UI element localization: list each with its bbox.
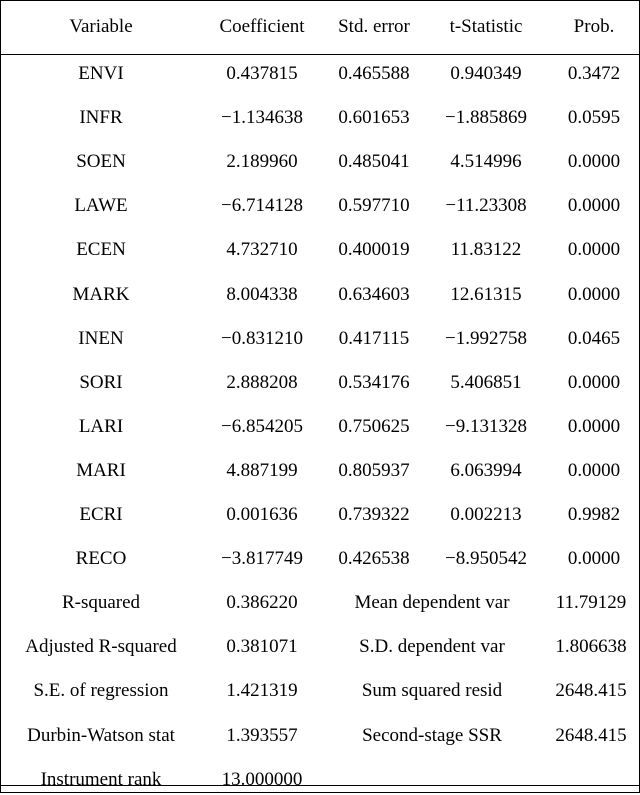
cell-coefficient: 4.732710	[226, 239, 298, 260]
table-row	[1, 544, 640, 574]
cell-t-statistic: 6.063994	[450, 460, 522, 481]
cell-variable: LARI	[78, 416, 124, 437]
cell-t-statistic: 0.940349	[450, 63, 522, 84]
cell-coefficient: 4.887199	[226, 460, 298, 481]
cell-variable: INEN	[78, 328, 124, 349]
cell-coefficient: 0.001636	[226, 504, 298, 525]
table-row	[1, 412, 640, 442]
header-std-error: Std. error	[338, 16, 410, 37]
header-t-statistic: t-Statistic	[449, 16, 523, 37]
cell-t-statistic: −8.950542	[445, 548, 527, 569]
summary-row	[1, 765, 640, 795]
stat-value: 2648.415	[555, 725, 627, 746]
cell-t-statistic: 0.002213	[450, 504, 522, 525]
summary-row	[1, 721, 640, 751]
stat-label: Instrument rank	[40, 769, 162, 790]
stat-label	[323, 765, 541, 795]
stat-label: Sum squared resid	[361, 680, 503, 701]
cell-prob: 0.0000	[567, 151, 621, 172]
cell-t-statistic: −9.131328	[445, 416, 527, 437]
table-row	[1, 368, 640, 398]
cell-std-error: 0.485041	[338, 151, 410, 172]
stat-label: S.E. of regression	[33, 680, 169, 701]
cell-variable: ECRI	[79, 504, 123, 525]
cell-coefficient: −6.714128	[221, 195, 303, 216]
stat-value: 13.000000	[221, 769, 303, 790]
cell-coefficient: −3.817749	[221, 548, 303, 569]
cell-t-statistic: 12.61315	[450, 284, 522, 305]
cell-coefficient: 2.189960	[226, 151, 298, 172]
cell-t-statistic: 11.83122	[450, 239, 522, 260]
cell-coefficient: −0.831210	[221, 328, 303, 349]
stat-label: R-squared	[61, 592, 141, 613]
cell-std-error: 0.634603	[338, 284, 410, 305]
table-header	[1, 12, 640, 42]
table-row	[1, 280, 640, 310]
table-row	[1, 103, 640, 133]
stat-value: 1.421319	[226, 680, 298, 701]
cell-std-error: 0.534176	[338, 372, 410, 393]
cell-coefficient: −1.134638	[221, 107, 303, 128]
cell-t-statistic: −11.23308	[445, 195, 527, 216]
table-row	[1, 456, 640, 486]
cell-std-error: 0.426538	[338, 548, 410, 569]
cell-t-statistic: 4.514996	[450, 151, 522, 172]
cell-std-error: 0.417115	[338, 328, 410, 349]
cell-prob: 0.0000	[567, 284, 621, 305]
cell-variable: ECEN	[76, 239, 126, 260]
table-row	[1, 147, 640, 177]
stat-value: 11.79129	[555, 592, 627, 613]
stat-label: Durbin-Watson stat	[27, 725, 175, 746]
cell-coefficient: −6.854205	[221, 416, 303, 437]
stat-value: 0.386220	[226, 592, 298, 613]
table-row	[1, 191, 640, 221]
cell-t-statistic: −1.885869	[445, 107, 527, 128]
stat-value	[541, 765, 640, 795]
summary-row	[1, 676, 640, 706]
cell-std-error: 0.750625	[338, 416, 410, 437]
cell-prob: 0.0000	[567, 416, 621, 437]
stat-value: 1.806638	[555, 636, 627, 657]
header-coefficient: Coefficient	[219, 16, 305, 37]
cell-variable: LAWE	[74, 195, 128, 216]
stat-value: 1.393557	[226, 725, 298, 746]
cell-variable: ENVI	[78, 63, 124, 84]
cell-prob: 0.0000	[567, 195, 621, 216]
cell-prob: 0.0465	[567, 328, 621, 349]
cell-std-error: 0.739322	[338, 504, 410, 525]
cell-std-error: 0.805937	[338, 460, 410, 481]
cell-prob: 0.0000	[567, 548, 621, 569]
bottom-rule	[1, 785, 639, 786]
header-variable: Variable	[69, 16, 133, 37]
cell-t-statistic: −1.992758	[445, 328, 527, 349]
cell-coefficient: 8.004338	[226, 284, 298, 305]
stat-label: Adjusted R-squared	[25, 636, 177, 657]
cell-variable: SORI	[79, 372, 123, 393]
stat-label: Second-stage SSR	[362, 725, 502, 746]
summary-row	[1, 632, 640, 662]
cell-prob: 0.0000	[567, 239, 621, 260]
stat-label: S.D. dependent var	[359, 636, 505, 657]
cell-std-error: 0.601653	[338, 107, 410, 128]
header-prob: Prob.	[573, 16, 615, 37]
cell-variable: MARK	[72, 284, 130, 305]
cell-coefficient: 0.437815	[226, 63, 298, 84]
cell-variable: SOEN	[76, 151, 126, 172]
stat-label: Mean dependent var	[354, 592, 510, 613]
cell-prob: 0.9982	[567, 504, 621, 525]
cell-t-statistic: 5.406851	[450, 372, 522, 393]
stat-value: 2648.415	[555, 680, 627, 701]
stat-value: 0.381071	[226, 636, 298, 657]
cell-variable: RECO	[75, 548, 127, 569]
cell-prob: 0.3472	[567, 63, 621, 84]
cell-variable: MARI	[76, 460, 126, 481]
cell-std-error: 0.400019	[338, 239, 410, 260]
cell-variable: INFR	[79, 107, 123, 128]
cell-std-error: 0.597710	[338, 195, 410, 216]
cell-std-error: 0.465588	[338, 63, 410, 84]
cell-coefficient: 2.888208	[226, 372, 298, 393]
table-row	[1, 324, 640, 354]
header-rule	[1, 54, 639, 55]
cell-prob: 0.0000	[567, 460, 621, 481]
table-row	[1, 500, 640, 530]
cell-prob: 0.0595	[567, 107, 621, 128]
cell-prob: 0.0000	[567, 372, 621, 393]
table-row	[1, 235, 640, 265]
table-row	[1, 59, 640, 89]
summary-row	[1, 588, 640, 618]
